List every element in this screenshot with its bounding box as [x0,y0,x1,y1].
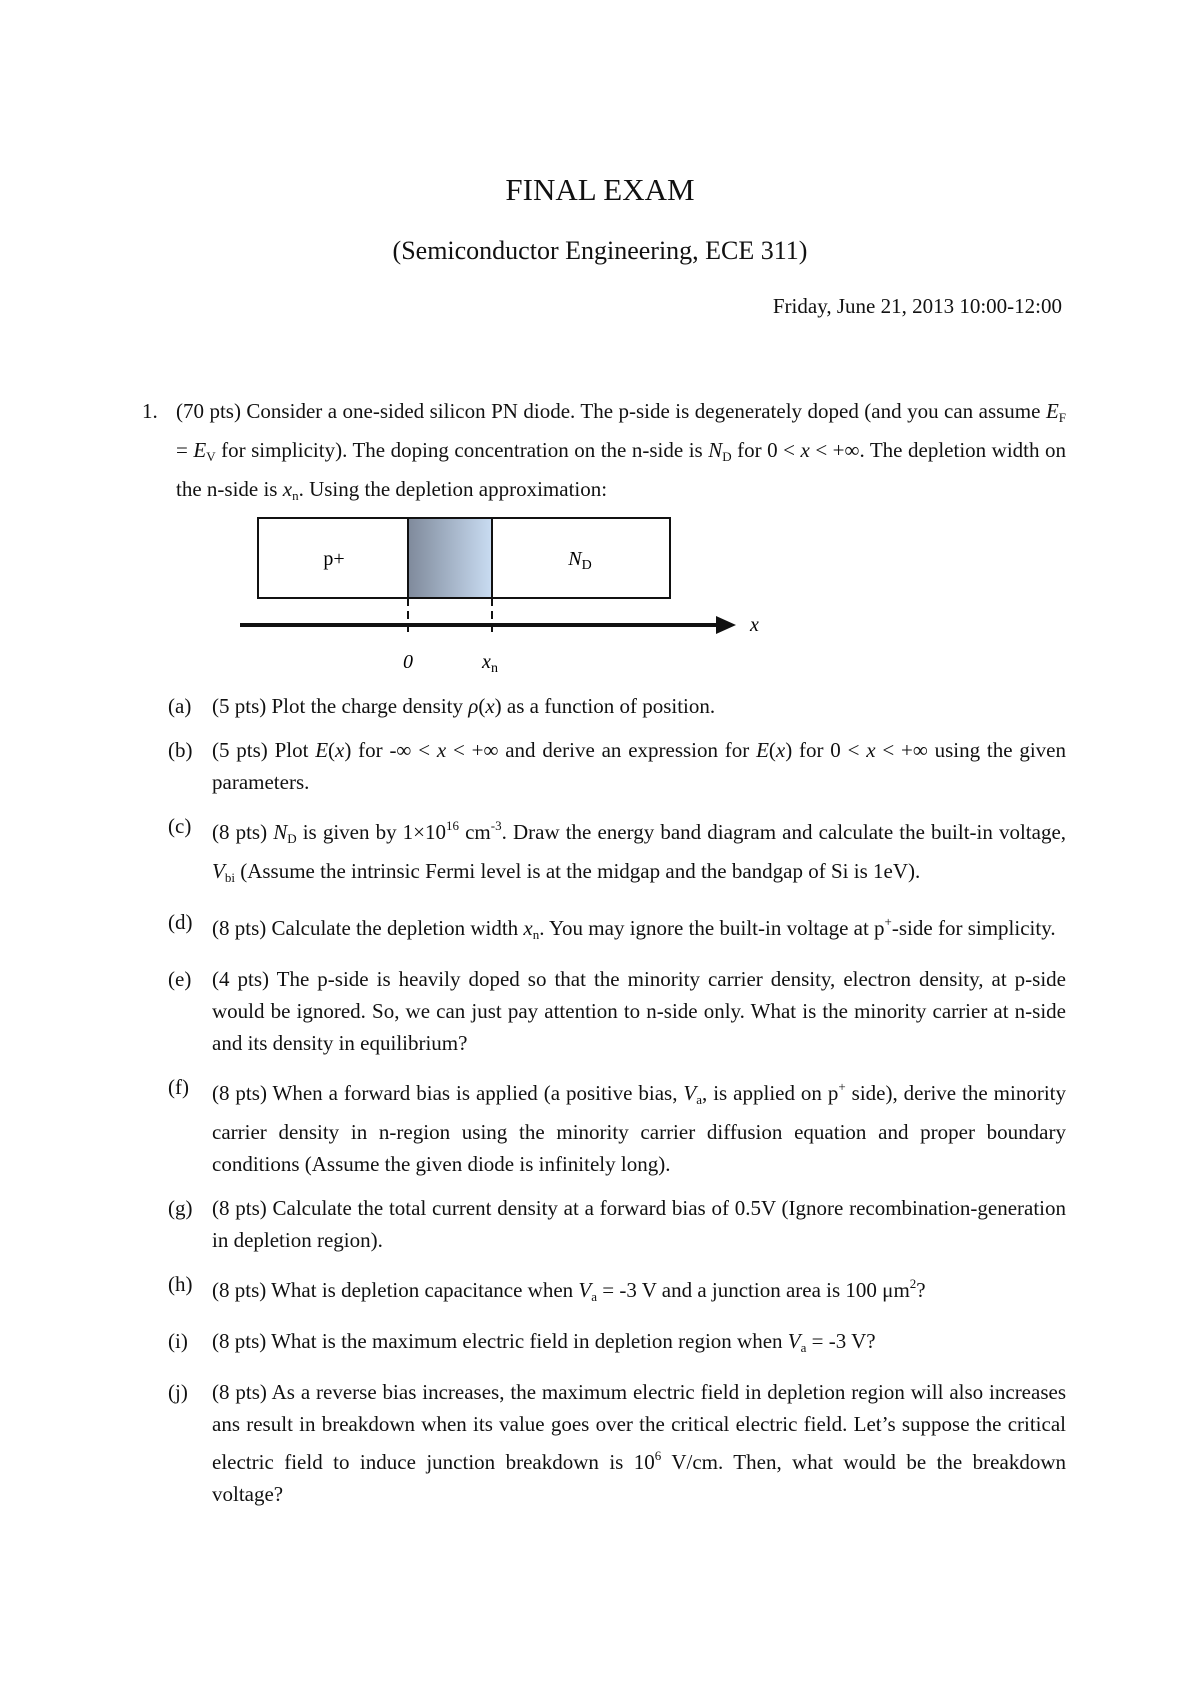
subscript: F [1058,410,1066,425]
text-run: < +∞ and derive an expression for [446,738,757,762]
symbol-ev: E [193,438,207,462]
text-run: ) for -∞ < [344,738,437,762]
question-i [168,1325,1066,1364]
sub-questions [168,690,1066,1522]
question-label: (g) [168,1196,193,1220]
text-run: = -3 V and a junction area is 100 μm [597,1278,910,1302]
symbol-xn: x [282,477,293,501]
text-run: is given by 1×10 [296,820,447,844]
symbol-x: x [866,738,876,762]
symbol-va: V [578,1278,592,1302]
superscript: -3 [490,818,502,833]
question-text [212,1325,1066,1364]
text-run: (8 pts) Calculate the total current density at a forward bias of 0.5V (Ignore recombination-generation in depletion region). [212,1196,1066,1252]
text-run: side), derive the minority carrier density in n-region using the minority carrier diffusion equation and proper boundary conditions (Assume the given diode is infinitely long). [212,1081,1066,1176]
text-run: -side for simplicity. [891,916,1056,940]
text-run: (8 pts) As a reverse bias increases, the maximum electric field in depletion region will also increases ans result in breakdown when its value goes over the critical electric field. Let’s suppose the critical electric field to induce junction breakdown is 10 [212,1380,1066,1474]
question-text [212,1192,1066,1256]
text-run: ) as a function of position. [494,694,716,718]
text-run: = -3 V? [806,1329,876,1353]
question-text [212,690,1066,722]
problem-number: 1. [142,399,158,423]
question-label: (i) [168,1329,188,1353]
symbol-e: E [756,738,769,762]
text-run: for simplicity). The doping concentration on the n-side is [215,438,709,462]
symbol-nd: N [273,820,288,844]
symbol-x: x [775,738,786,762]
symbol-x: x [335,738,345,762]
depletion-region [408,518,492,598]
question-text [212,810,1066,894]
subscript: D [287,831,297,846]
text-run: . Draw the energy band diagram and calculate the built-in voltage, [501,820,1067,844]
question-label: (b) [168,738,193,762]
symbol-x: x [800,438,810,462]
p-region-label: p+ [323,548,345,570]
text-run: (8 pts) Calculate the depletion width [212,916,524,940]
question-e [168,963,1066,1059]
question-text [212,1268,1066,1313]
exam-subtitle: (Semiconductor Engineering, ECE 311) [392,236,808,265]
text-run: (5 pts) Plot [212,738,316,762]
question-h [168,1268,1066,1313]
question-text [212,963,1066,1059]
question-b [168,734,1066,798]
exam-title: FINAL EXAM [505,172,695,207]
subscript: a [696,1092,703,1107]
x-axis-arrowhead [716,616,736,634]
text-run: (5 pts) Plot the charge density [212,694,469,718]
text-run: (70 pts) Consider a one-sided silicon PN diode. The p-side is degenerately doped (and you can assume [176,399,1046,423]
text-run: (8 pts) When a forward bias is applied (a positive bias, [212,1081,684,1105]
subscript: a [800,1340,807,1355]
symbol-xn: x [523,916,533,940]
question-d [168,906,1066,951]
question-label: (c) [168,814,192,838]
text-run: for 0 < [731,438,801,462]
superscript: 16 [446,818,460,833]
text-run: (Assume the intrinsic Fermi level is at the midgap and the bandgap of Si is 1eV). [234,859,921,883]
question-label: (d) [168,910,193,934]
symbol-nd: N [708,438,723,462]
symbol-va: V [683,1081,697,1105]
subscript: n [532,927,540,942]
problem-1-statement [176,395,1066,512]
symbol-ef: E [1045,399,1059,423]
text-run: . You may ignore the built-in voltage at p [539,916,885,940]
question-label: (j) [168,1380,188,1404]
tick-xn-sub: n [490,661,498,676]
question-label: (f) [168,1075,189,1099]
question-label: (a) [168,694,192,718]
subscript: a [591,1289,598,1304]
subscript: bi [224,870,235,885]
subscript: n [292,488,299,503]
text-run: , is applied on p [702,1081,839,1105]
text-run: (8 pts) [212,820,274,844]
symbol-va: V [787,1329,801,1353]
symbol-x: x [436,738,447,762]
question-text [212,906,1066,951]
symbol-x: x [485,694,495,718]
text-run: < +∞ using the given parameters. [212,738,1066,794]
question-label: (h) [168,1272,193,1296]
question-a [168,690,1066,722]
tick-xn-label [481,651,498,676]
subscript: V [206,449,216,464]
question-text [212,1376,1066,1510]
text-run: ( [328,738,336,762]
question-label: (e) [168,967,192,991]
question-j [168,1376,1066,1510]
n-label-main: N [568,548,582,570]
question-text [212,1071,1066,1180]
superscript: 6 [654,1448,662,1463]
x-axis-label: x [750,614,759,636]
question-g [168,1192,1066,1256]
pn-diode-diagram [230,508,790,678]
question-f [168,1071,1066,1180]
text-run: ? [916,1278,926,1302]
superscript: 2 [909,1276,917,1291]
subscript: D [722,449,732,464]
text-run: . Using the depletion approximation: [298,477,608,501]
question-text [212,734,1066,798]
text-run: ( [768,738,776,762]
superscript: + [838,1079,846,1094]
text-run: ( [478,694,486,718]
tick-xn-main: x [482,651,491,673]
text-run: (8 pts) What is the maximum electric field in depletion region when [212,1329,788,1353]
text-run: (4 pts) The p-side is heavily doped so that the minority carrier density, electron density, at p-side would be ignored. So, we can just pay attention to n-side only. What is the minority carrier at n-side and its density in equilibrium? [212,967,1066,1055]
text-run: (8 pts) What is depletion capacitance when [212,1278,579,1302]
symbol-e: E [315,738,329,762]
text-run: V/cm. Then, what would be the breakdown voltage? [212,1450,1066,1506]
n-label-sub: D [581,558,592,573]
superscript: + [884,914,892,929]
question-c [168,810,1066,894]
text-run: cm [459,820,491,844]
exam-date: Friday, June 21, 2013 10:00-12:00 [772,294,1062,318]
text-run: = [176,438,194,462]
tick-zero-label: 0 [403,651,413,673]
text-run: < +∞. The depletion width on the n-side is [176,438,1066,501]
symbol-vbi: V [212,859,225,883]
text-run: ) for 0 < [785,738,867,762]
problem-1 [142,395,1066,512]
symbol-rho: ρ [468,694,479,718]
